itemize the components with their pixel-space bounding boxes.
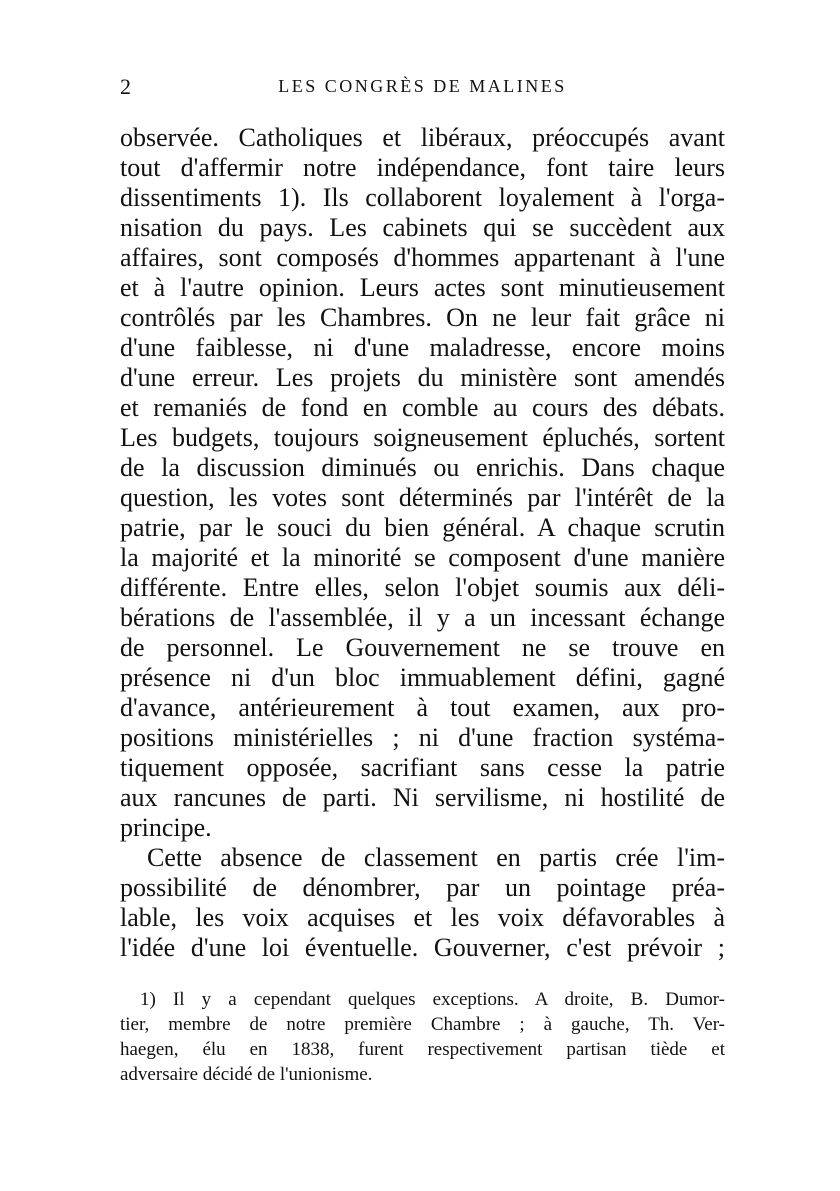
text-line: de personnel. Le Gouvernement ne se trouve en xyxy=(120,633,725,662)
text-line: et à l'autre opinion. Leurs actes sont minutieusement xyxy=(120,273,725,302)
text-line: la majorité et la minorité se composent d'une manière xyxy=(120,543,725,572)
footnote-line: tier, membre de notre première Chambre ; à gauche, Th. Ver- xyxy=(120,1014,725,1035)
footnote xyxy=(120,987,725,1087)
text-line: observée. Catholiques et libéraux, préoccupés avant xyxy=(120,123,725,152)
footnote-line: 1) Il y a cependant quelques exceptions. A droite, B. Dumor- xyxy=(140,989,725,1010)
footnote-line: adversaire décidé de l'unionisme. xyxy=(120,1064,373,1085)
text-line: de la discussion diminués ou enrichis. Dans chaque xyxy=(120,453,725,482)
text-line: contrôlés par les Chambres. On ne leur fait grâce ni xyxy=(120,303,725,332)
text-line: affaires, sont composés d'hommes appartenant à l'une xyxy=(120,243,725,272)
text-line: Cette absence de classement en partis crée l'im- xyxy=(147,843,725,872)
running-title: LES CONGRÈS DE MALINES xyxy=(278,76,567,96)
text-line: l'idée d'une loi éventuelle. Gouverner, c'est prévoir ; xyxy=(120,933,725,962)
text-line: principe. xyxy=(120,813,212,842)
text-line: patrie, par le souci du bien général. A chaque scrutin xyxy=(120,513,725,542)
text-line: et remaniés de fond en comble au cours des débats. xyxy=(120,393,725,422)
text-line: bérations de l'assemblée, il y a un incessant échange xyxy=(120,603,725,632)
text-line: tout d'affermir notre indépendance, font taire leurs xyxy=(120,153,725,182)
text-line: aux rancunes de parti. Ni servilisme, ni hostilité de xyxy=(120,783,725,812)
text-line: d'une faiblesse, ni d'une maladresse, encore moins xyxy=(120,333,725,362)
text-line: dissentiments 1). Ils collaborent loyalement à l'orga- xyxy=(120,183,725,212)
text-line: tiquement opposée, sacrifiant sans cesse la patrie xyxy=(120,753,725,782)
text-line: différente. Entre elles, selon l'objet soumis aux déli- xyxy=(120,573,725,602)
text-line: Les budgets, toujours soigneusement épluchés, sortent xyxy=(120,423,725,452)
text-line: d'une erreur. Les projets du ministère sont amendés xyxy=(120,363,725,392)
text-line: d'avance, antérieurement à tout examen, aux pro- xyxy=(120,693,725,722)
text-line: positions ministérielles ; ni d'une fraction systéma- xyxy=(120,723,725,752)
page-number: 2 xyxy=(120,74,131,99)
running-header xyxy=(120,74,725,104)
text-line: présence ni d'un bloc immuablement défini, gagné xyxy=(120,663,725,692)
text-line: possibilité de dénombrer, par un pointage préa- xyxy=(120,873,725,902)
text-line: question, les votes sont déterminés par l'intérêt de la xyxy=(120,483,725,512)
text-line: lable, les voix acquises et les voix défavorables à xyxy=(120,903,725,932)
body-text xyxy=(120,123,725,963)
footnote-line: haegen, élu en 1838, furent respectivement partisan tiède et xyxy=(120,1039,725,1060)
text-line: nisation du pays. Les cabinets qui se succèdent aux xyxy=(120,213,725,242)
